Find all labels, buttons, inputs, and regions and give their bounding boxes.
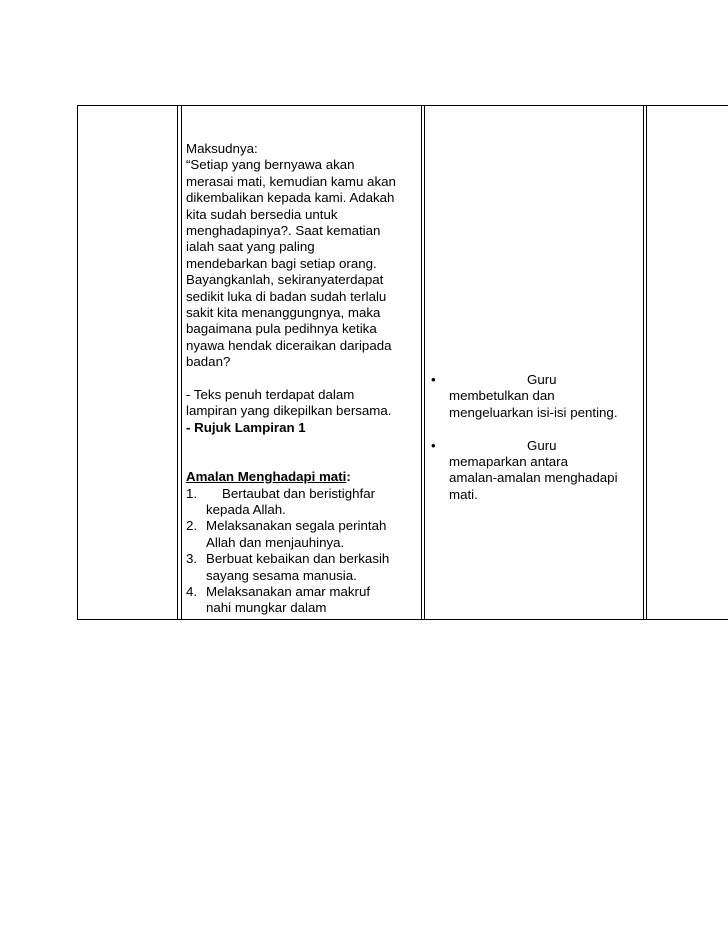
bullet-item <box>429 372 643 421</box>
list-text: nahi mungkar dalam <box>206 600 327 616</box>
teks-note: lampiran yang dikepilkan bersama. <box>186 403 392 419</box>
bullet-text: mengeluarkan isi-isi penting. <box>449 404 618 420</box>
list-number: 3. <box>186 551 198 567</box>
amalan-title <box>186 469 422 485</box>
lesson-table <box>77 105 728 620</box>
bullet-icon: • <box>431 372 436 387</box>
quote-block <box>186 157 422 370</box>
bullet-head: Guru <box>527 437 557 453</box>
quote-line: merasai mati, kemudian kamu akan <box>186 173 396 189</box>
content-cell <box>186 141 422 617</box>
amalan-title-colon: : <box>346 469 351 485</box>
list-item <box>186 551 422 584</box>
list-item <box>186 584 422 617</box>
bullet-text: amalan-amalan menghadapi <box>449 470 618 486</box>
quote-line: mendebarkan bagi setiap orang. <box>186 255 377 271</box>
list-text: Melaksanakan segala perintah <box>206 518 387 534</box>
maksudnya-label: Maksudnya: <box>186 141 258 156</box>
bullet-text: mati. <box>449 486 478 502</box>
list-item <box>186 486 422 519</box>
list-text: Bertaubat dan beristighfar <box>222 485 376 501</box>
quote-line: sakit kita menanggungnya, maka <box>186 305 381 321</box>
quote-line: dikembalikan kepada kami. Adakah <box>186 190 395 206</box>
teacher-activity-cell <box>429 372 643 503</box>
quote-line: menghadapinya?. Saat kematian <box>186 223 381 239</box>
quote-line: “Setiap yang bernyawa akan <box>186 157 355 173</box>
list-number: 2. <box>186 518 198 534</box>
list-text: sayang sesama manusia. <box>206 567 357 583</box>
list-number: 1. <box>186 485 198 501</box>
column-divider <box>177 106 178 619</box>
list-item <box>186 518 422 551</box>
rujuk-lampiran: - Rujuk Lampiran 1 <box>186 419 306 435</box>
amalan-title-text: Amalan Menghadapi mati <box>186 469 347 485</box>
list-text: Berbuat kebaikan dan berkasih <box>206 551 390 567</box>
amalan-list <box>186 486 422 617</box>
quote-line: sedikit luka di badan sudah terlalu <box>186 288 387 304</box>
table-border-left <box>77 106 78 619</box>
column-divider <box>424 106 425 619</box>
quote-line: Bayangkanlah, sekiranyaterdapat <box>186 272 384 288</box>
column-divider <box>646 106 647 619</box>
quote-line: nyawa hendak diceraikan daripada <box>186 337 392 353</box>
list-text: Allah dan menjauhinya. <box>206 534 345 550</box>
quote-line: badan? <box>186 354 231 370</box>
bullet-head: Guru <box>527 372 557 387</box>
bullet-text: membetulkan dan <box>449 388 555 404</box>
bullet-text: memaparkan antara <box>449 454 568 470</box>
list-text: kepada Allah. <box>206 501 286 517</box>
bullet-item <box>429 438 643 504</box>
quote-line: bagaimana pula pedihnya ketika <box>186 321 377 337</box>
bullet-icon: • <box>431 437 436 453</box>
column-divider <box>643 106 644 619</box>
quote-line: ialah saat yang paling <box>186 239 315 255</box>
quote-line: kita sudah bersedia untuk <box>186 206 338 222</box>
list-text: Melaksanakan amar makruf <box>206 583 371 599</box>
teks-note: - Teks penuh terdapat dalam <box>186 387 355 403</box>
list-number: 4. <box>186 583 198 599</box>
column-divider <box>181 106 182 619</box>
